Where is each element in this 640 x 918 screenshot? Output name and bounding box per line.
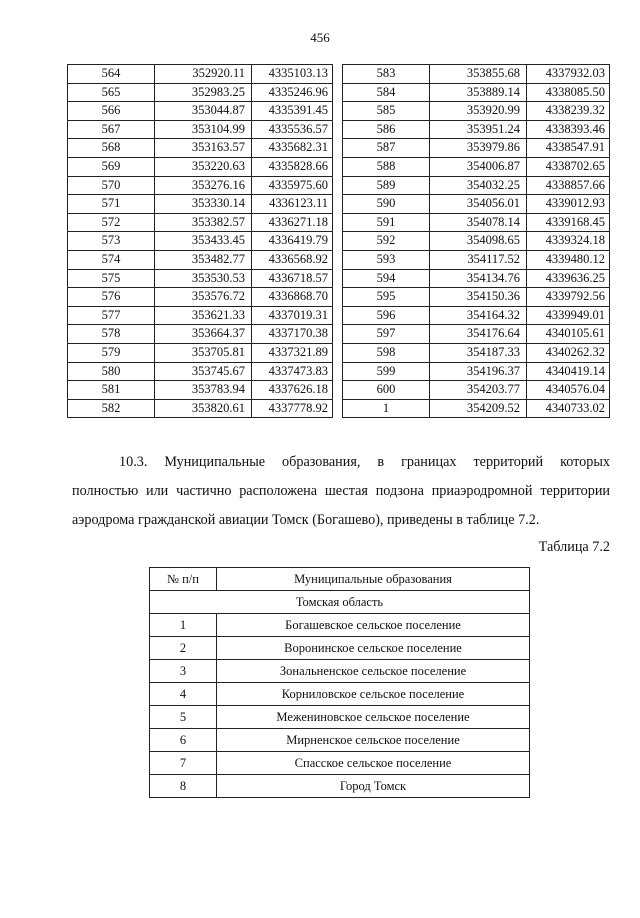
point-number: 597 xyxy=(343,325,430,344)
point-number: 564 xyxy=(68,65,155,84)
paragraph-line-1: 10.3. Муниципальные образования, в границах территорий которых xyxy=(119,454,610,470)
municipality-name: Мирненское сельское поселение xyxy=(217,729,530,752)
paragraph-line-3: аэродрома гражданской авиации Томск (Богашево), приведены в таблице 7.2. xyxy=(72,512,540,528)
x-coordinate: 353664.37 xyxy=(155,325,252,344)
point-number: 570 xyxy=(68,176,155,195)
x-coordinate: 352920.11 xyxy=(155,65,252,84)
x-coordinate: 353920.99 xyxy=(430,102,527,121)
x-coordinate: 353044.87 xyxy=(155,102,252,121)
point-number: 579 xyxy=(68,343,155,362)
x-coordinate: 353705.81 xyxy=(155,343,252,362)
x-coordinate: 353220.63 xyxy=(155,157,252,176)
coordinate-row xyxy=(68,399,333,418)
coordinate-row xyxy=(68,232,333,251)
y-coordinate: 4336868.70 xyxy=(252,288,333,307)
x-coordinate: 354196.37 xyxy=(430,362,527,381)
row-number: 5 xyxy=(150,706,217,729)
y-coordinate: 4335103.13 xyxy=(252,65,333,84)
municipalities-table xyxy=(149,567,530,798)
point-number: 568 xyxy=(68,139,155,158)
coordinate-row xyxy=(68,139,333,158)
y-coordinate: 4336123.11 xyxy=(252,195,333,214)
y-coordinate: 4338547.91 xyxy=(527,139,610,158)
point-number: 600 xyxy=(343,381,430,400)
y-coordinate: 4340262.32 xyxy=(527,343,610,362)
y-coordinate: 4339324.18 xyxy=(527,232,610,251)
point-number: 572 xyxy=(68,213,155,232)
x-coordinate: 353530.53 xyxy=(155,269,252,288)
y-coordinate: 4337019.31 xyxy=(252,306,333,325)
y-coordinate: 4338702.65 xyxy=(527,157,610,176)
page-number: 456 xyxy=(310,30,330,45)
x-coordinate: 354209.52 xyxy=(430,399,527,418)
x-coordinate: 353951.24 xyxy=(430,120,527,139)
coordinate-row xyxy=(68,381,333,400)
point-number: 569 xyxy=(68,157,155,176)
y-coordinate: 4339168.45 xyxy=(527,213,610,232)
coordinate-row xyxy=(343,139,610,158)
point-number: 573 xyxy=(68,232,155,251)
row-number: 8 xyxy=(150,775,217,798)
x-coordinate: 353382.57 xyxy=(155,213,252,232)
y-coordinate: 4337170.38 xyxy=(252,325,333,344)
x-coordinate: 353820.61 xyxy=(155,399,252,418)
y-coordinate: 4338393.46 xyxy=(527,120,610,139)
point-number: 585 xyxy=(343,102,430,121)
y-coordinate: 4337473.83 xyxy=(252,362,333,381)
coordinate-row xyxy=(343,288,610,307)
coordinate-row xyxy=(343,399,610,418)
point-number: 595 xyxy=(343,288,430,307)
x-coordinate: 354098.65 xyxy=(430,232,527,251)
section-paragraph xyxy=(72,448,610,535)
x-coordinate: 354150.36 xyxy=(430,288,527,307)
y-coordinate: 4337778.92 xyxy=(252,399,333,418)
coordinate-row xyxy=(68,157,333,176)
row-number: 4 xyxy=(150,683,217,706)
municipality-name: Воронинское сельское поселение xyxy=(217,637,530,660)
y-coordinate: 4340733.02 xyxy=(527,399,610,418)
point-number: 586 xyxy=(343,120,430,139)
coordinate-row xyxy=(343,120,610,139)
x-coordinate: 354187.33 xyxy=(430,343,527,362)
coordinate-row xyxy=(68,65,333,84)
point-number: 596 xyxy=(343,306,430,325)
coordinate-row xyxy=(68,362,333,381)
coordinate-row xyxy=(343,250,610,269)
x-coordinate: 353104.99 xyxy=(155,120,252,139)
point-number: 571 xyxy=(68,195,155,214)
coordinate-row xyxy=(68,120,333,139)
row-number: 7 xyxy=(150,752,217,775)
x-coordinate: 353979.86 xyxy=(430,139,527,158)
coordinate-row xyxy=(68,195,333,214)
y-coordinate: 4340105.61 xyxy=(527,325,610,344)
x-coordinate: 353621.33 xyxy=(155,306,252,325)
x-coordinate: 354164.32 xyxy=(430,306,527,325)
point-number: 576 xyxy=(68,288,155,307)
coordinate-row xyxy=(343,306,610,325)
y-coordinate: 4336271.18 xyxy=(252,213,333,232)
x-coordinate: 353163.57 xyxy=(155,139,252,158)
x-coordinate: 354056.01 xyxy=(430,195,527,214)
coordinate-row xyxy=(343,269,610,288)
y-coordinate: 4335975.60 xyxy=(252,176,333,195)
coordinate-row xyxy=(343,213,610,232)
point-number: 592 xyxy=(343,232,430,251)
point-number: 566 xyxy=(68,102,155,121)
x-coordinate: 353482.77 xyxy=(155,250,252,269)
coordinate-row xyxy=(343,232,610,251)
y-coordinate: 4335536.57 xyxy=(252,120,333,139)
x-coordinate: 352983.25 xyxy=(155,83,252,102)
municipality-row xyxy=(150,683,530,706)
y-coordinate: 4339792.56 xyxy=(527,288,610,307)
municipality-name: Межениновское сельское поселение xyxy=(217,706,530,729)
y-coordinate: 4339949.01 xyxy=(527,306,610,325)
y-coordinate: 4337626.18 xyxy=(252,381,333,400)
municipality-name: Город Томск xyxy=(217,775,530,798)
coordinate-row xyxy=(343,176,610,195)
y-coordinate: 4339012.93 xyxy=(527,195,610,214)
y-coordinate: 4335391.45 xyxy=(252,102,333,121)
row-number: 2 xyxy=(150,637,217,660)
municipality-row xyxy=(150,775,530,798)
x-coordinate: 354117.52 xyxy=(430,250,527,269)
point-number: 589 xyxy=(343,176,430,195)
coordinate-row xyxy=(343,343,610,362)
coordinate-row xyxy=(68,288,333,307)
y-coordinate: 4338239.32 xyxy=(527,102,610,121)
y-coordinate: 4340419.14 xyxy=(527,362,610,381)
coordinate-row xyxy=(68,325,333,344)
municipality-row xyxy=(150,660,530,683)
municipality-name: Корниловское сельское поселение xyxy=(217,683,530,706)
x-coordinate: 354006.87 xyxy=(430,157,527,176)
point-number: 591 xyxy=(343,213,430,232)
y-coordinate: 4339480.12 xyxy=(527,250,610,269)
header-number: № п/п xyxy=(150,568,217,591)
y-coordinate: 4336718.57 xyxy=(252,269,333,288)
municipality-row xyxy=(150,637,530,660)
y-coordinate: 4336568.92 xyxy=(252,250,333,269)
point-number: 565 xyxy=(68,83,155,102)
point-number: 587 xyxy=(343,139,430,158)
coordinate-row xyxy=(68,102,333,121)
x-coordinate: 354176.64 xyxy=(430,325,527,344)
y-coordinate: 4335682.31 xyxy=(252,139,333,158)
y-coordinate: 4337932.03 xyxy=(527,65,610,84)
point-number: 593 xyxy=(343,250,430,269)
municipality-name: Спасское сельское поселение xyxy=(217,752,530,775)
x-coordinate: 354203.77 xyxy=(430,381,527,400)
y-coordinate: 4338085.50 xyxy=(527,83,610,102)
coordinate-row xyxy=(68,83,333,102)
point-number: 598 xyxy=(343,343,430,362)
y-coordinate: 4338857.66 xyxy=(527,176,610,195)
x-coordinate: 353889.14 xyxy=(430,83,527,102)
municipality-row xyxy=(150,729,530,752)
municipality-row xyxy=(150,614,530,637)
point-number: 580 xyxy=(68,362,155,381)
point-number: 599 xyxy=(343,362,430,381)
coordinate-row xyxy=(343,102,610,121)
y-coordinate: 4339636.25 xyxy=(527,269,610,288)
point-number: 567 xyxy=(68,120,155,139)
coordinate-row xyxy=(343,362,610,381)
point-number: 590 xyxy=(343,195,430,214)
municipality-row xyxy=(150,706,530,729)
x-coordinate: 353576.72 xyxy=(155,288,252,307)
paragraph-line-2: полностью или частично расположена шестая подзона приаэродромной территории xyxy=(72,483,610,499)
point-number: 577 xyxy=(68,306,155,325)
x-coordinate: 353745.67 xyxy=(155,362,252,381)
coordinate-row xyxy=(343,195,610,214)
row-number: 3 xyxy=(150,660,217,683)
x-coordinate: 353330.14 xyxy=(155,195,252,214)
municipality-name: Зональненское сельское поселение xyxy=(217,660,530,683)
point-number: 582 xyxy=(68,399,155,418)
point-number: 581 xyxy=(68,381,155,400)
x-coordinate: 354032.25 xyxy=(430,176,527,195)
row-number: 1 xyxy=(150,614,217,637)
coordinate-row xyxy=(343,325,610,344)
coordinate-row xyxy=(343,65,610,84)
point-number: 578 xyxy=(68,325,155,344)
municipalities-header-row xyxy=(150,568,530,591)
region-name: Томская область xyxy=(150,591,530,614)
point-number: 584 xyxy=(343,83,430,102)
coordinate-row xyxy=(68,343,333,362)
y-coordinate: 4335246.96 xyxy=(252,83,333,102)
coordinates-table-right xyxy=(342,64,610,418)
coordinate-row xyxy=(68,250,333,269)
point-number: 583 xyxy=(343,65,430,84)
row-number: 6 xyxy=(150,729,217,752)
point-number: 574 xyxy=(68,250,155,269)
coordinate-row xyxy=(68,176,333,195)
x-coordinate: 353276.16 xyxy=(155,176,252,195)
header-name: Муниципальные образования xyxy=(217,568,530,591)
x-coordinate: 354078.14 xyxy=(430,213,527,232)
region-row xyxy=(150,591,530,614)
point-number: 594 xyxy=(343,269,430,288)
coordinate-row xyxy=(343,83,610,102)
point-number: 575 xyxy=(68,269,155,288)
coordinates-table-left xyxy=(67,64,333,418)
y-coordinate: 4340576.04 xyxy=(527,381,610,400)
coordinate-row xyxy=(343,381,610,400)
coordinate-row xyxy=(68,269,333,288)
y-coordinate: 4337321.89 xyxy=(252,343,333,362)
municipality-row xyxy=(150,752,530,775)
coordinate-row xyxy=(68,213,333,232)
table-caption: Таблица 7.2 xyxy=(538,539,610,555)
municipality-name: Богашевское сельское поселение xyxy=(217,614,530,637)
point-number: 588 xyxy=(343,157,430,176)
x-coordinate: 353783.94 xyxy=(155,381,252,400)
point-number: 1 xyxy=(343,399,430,418)
x-coordinate: 354134.76 xyxy=(430,269,527,288)
coordinate-row xyxy=(343,157,610,176)
x-coordinate: 353433.45 xyxy=(155,232,252,251)
x-coordinate: 353855.68 xyxy=(430,65,527,84)
coordinate-row xyxy=(68,306,333,325)
y-coordinate: 4336419.79 xyxy=(252,232,333,251)
y-coordinate: 4335828.66 xyxy=(252,157,333,176)
